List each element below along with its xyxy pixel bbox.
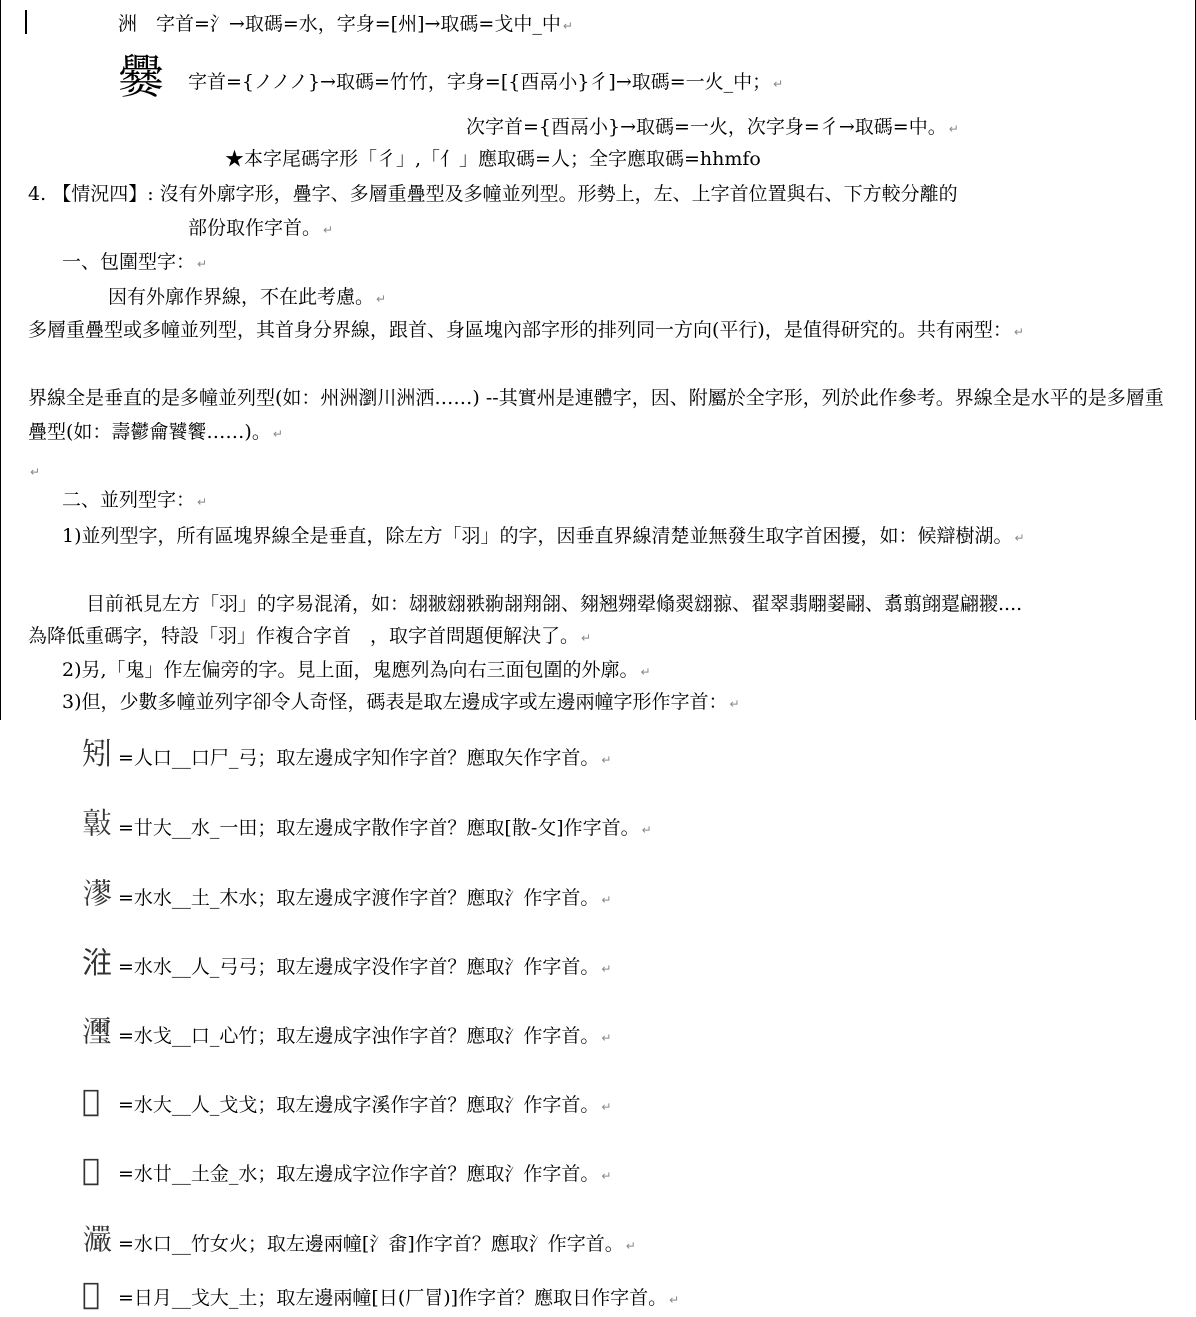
entry-glyph: 𣀦 [82,807,108,842]
section4-heading: 4. 【情況四】: 沒有外廓字形，疊字、多層重疊型及多幢並列型。形勢上，左、上字首位置與右、下方較分離的 [28,183,958,205]
entry-glyph: 矧 [82,737,108,772]
entry-glyph: 𤅙 [82,1223,108,1258]
entry-glyph: 𣶂 [82,946,108,981]
entry-row: 𣀦 =廿大__水_一田；取左邊成字散作字首？應取[散-攵]作字首。 ↵ [82,807,652,842]
entry-glyph: 𣾲 [82,1084,97,1119]
big-glyph: 爨 [118,50,164,104]
item-1: 1)並列型字，所有區塊界線全是垂直，除左方「羽」的字，因垂直界線清楚並無發生取字首困擾，如：候辯樹湖。 ↵ [62,525,1025,547]
paragraph-1: 多層重疊型或多幢並列型，其首身分界線，跟首、身區塊內部字形的排列同一方向(平行)，是值得研究的。共有兩型： ↵ [28,319,1024,341]
entry-row: 𣾲 =水大__人_戈戈；取左邊成字溪作字首？應取氵作字首。 ↵ [82,1084,612,1119]
text-cursor [25,10,27,34]
top-line-1: 洲 字首=氵→取碼=水，字身=[州]→取碼=戈中_中 ↵ [118,13,573,35]
section4-heading-cont: 部份取作字首。 ↵ [188,217,334,239]
entry-glyph: 𤄽 [82,1015,108,1050]
entry-glyph: 𣋽 [82,1277,97,1312]
entry-glyph: 𤀓 [82,1153,97,1188]
entry-row: 矧 =人口__口尸_弓；取左邊成字知作字首？應取矢作字首。 ↵ [82,737,612,772]
item-1b: 目前祇見左方「羽」的字易混淆，如：翃翍翝翐翑翓翔翖、翗翘翙翚翛翜翝翞、翟翠翡翢翣翤、翥翦翧翨翩翪.... [86,593,1023,615]
entry-row: 𣋽 =日月__戈大_土；取左邊兩幢[日(厂冒)]作字首？應取日作字首。 ↵ [82,1277,680,1312]
entry-glyph: 𤁸 [82,877,108,912]
paragraph-2: 界線全是垂直的是多幢並列型(如：州洲瀏川洲洒……) --其實州是連體字，因、附屬於全字形，列於此作參考。界線全是水平的是多層重疊型(如：壽鬱龠饕饗……)。 ↵ [28,387,1164,443]
sub-heading-2: 二、並列型字： ↵ [62,489,208,511]
entry-row: 𤁸 =水水__土_木水；取左邊成字渡作字首？應取氵作字首。 ↵ [82,877,612,912]
item-1c: 為降低重碼字，特設「羽」作複合字首 ，取字首問題便解決了。 ↵ [28,625,592,647]
sub-heading-1: 一、包圍型字： ↵ [62,251,208,273]
item-3: 3)但，少數多幢並列字卻令人奇怪，碼表是取左邊成字或左邊兩幢字形作字首： ↵ [62,691,740,713]
entry-row: 𤅙 =水口__竹女火；取左邊兩幢[氵畬]作字首？應取氵作字首。 ↵ [82,1223,636,1258]
top-line-2: 字首={ノノノ}→取碼=竹竹，字身=[{酉鬲小}彳]→取碼=一火_中； ↵ [188,71,784,93]
top-line-3: 次字首={酉鬲小}→取碼=一火，次字身=彳→取碼=中。 ↵ [466,116,959,138]
item-2: 2)另,「鬼」作左偏旁的字。見上面，鬼應列為向右三面包圍的外廓。 ↵ [62,659,651,681]
empty-paragraph: ↵ [30,465,41,479]
entry-row: 𣶂 =水水__人_弓弓；取左邊成字没作字首？應取氵作字首。 ↵ [82,946,612,981]
sub1-text: 因有外廓作界線，不在此考慮。 ↵ [108,286,387,308]
entry-row: 𤄽 =水戈__口_心竹；取左邊成字浊作字首？應取氵作字首。 ↵ [82,1015,612,1050]
entry-row: 𤀓 =水廿__土金_水；取左邊成字泣作字首？應取氵作字首。 ↵ [82,1153,612,1188]
top-line-4: ★本字尾碼字形「彳」,「亻」應取碼=人；全字應取碼=hhmfo [225,148,761,170]
